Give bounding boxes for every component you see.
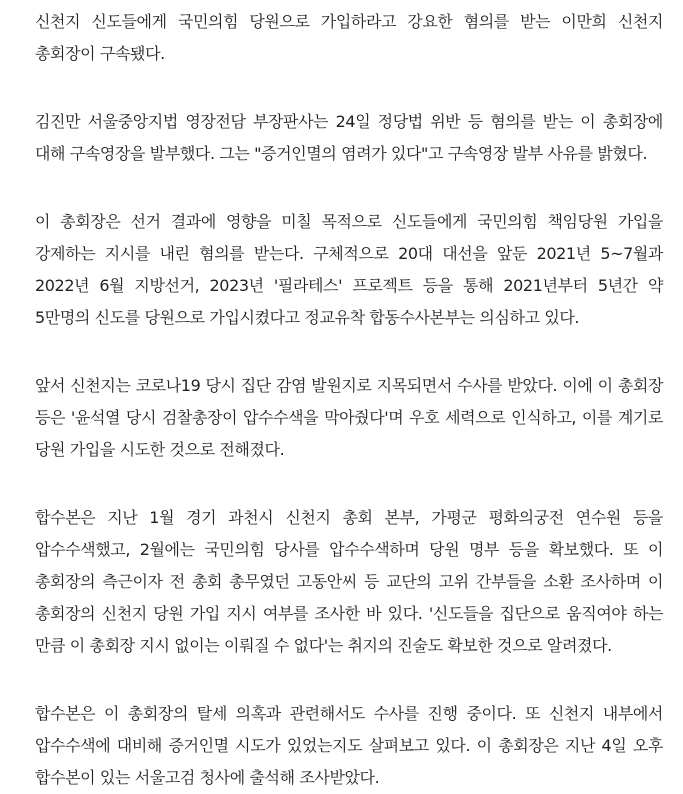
article-paragraph-5: 합수본은 지난 1월 경기 과천시 신천지 총회 본부, 가평군 평화의궁전 연수원 등을 압수수색했고, 2월에는 국민의힘 당사를 압수수색하며 당원 명부 등을 확보했다. 또 이 총회장의 측근이자 전 총회 총무였던 고동안씨 등 교단의 고위 간부들을 소환 조사하며 이 총회장의 신천지 당원 가입 지시 여부를 조사한 바 있다. '신도들을 집단으로 움직여야 하는 만큼 이 총회장 지시 없이는 이뤄질 수 없다'는 취지의 진술도 확보한 것으로 알려졌다. — [35, 508, 663, 655]
article-paragraph-2: 김진만 서울중앙지법 영장전담 부장판사는 24일 정당법 위반 등 혐의를 받는 이 총회장에 대해 구속영장을 발부했다. 그는 "증거인멸의 염려가 있다"고 구속영장 발부 사유를 밝혔다. — [35, 112, 663, 163]
article-paragraph-3: 이 총회장은 선거 결과에 영향을 미칠 목적으로 신도들에게 국민의힘 책임당원 가입을 강제하는 지시를 내린 혐의를 받는다. 구체적으로 20대 대선을 앞둔 2021년 5~7월과 2022년 6월 지방선거, 2023년 '필라테스' 프로젝트 등을 통해 2021년부터 5년간 약 5만명의 신도를 당원으로 가입시켰다고 정교유착 합동수사본부는 의심하고 있다. — [35, 212, 663, 327]
article-paragraph-6: 합수본은 이 총회장의 탈세 의혹과 관련해서도 수사를 진행 중이다. 또 신천지 내부에서 압수수색에 대비해 증거인멸 시도가 있었는지도 살펴보고 있다. 이 총회장은 지난 4일 오후 합수본이 있는 서울고검 청사에 출석해 조사받았다. — [35, 704, 663, 787]
article-paragraph-4: 앞서 신천지는 코로나19 당시 집단 감염 발원지로 지목되면서 수사를 받았다. 이에 이 총회장 등은 '윤석열 당시 검찰총장이 압수수색을 막아줬다'며 우호 세력으로 인식하고, 이를 계기로 당원 가입을 시도한 것으로 전해졌다. — [35, 376, 663, 459]
article-paragraph-1: 신천지 신도들에게 국민의힘 당원으로 가입하라고 강요한 혐의를 받는 이만희 신천지 총회장이 구속됐다. — [35, 12, 663, 63]
